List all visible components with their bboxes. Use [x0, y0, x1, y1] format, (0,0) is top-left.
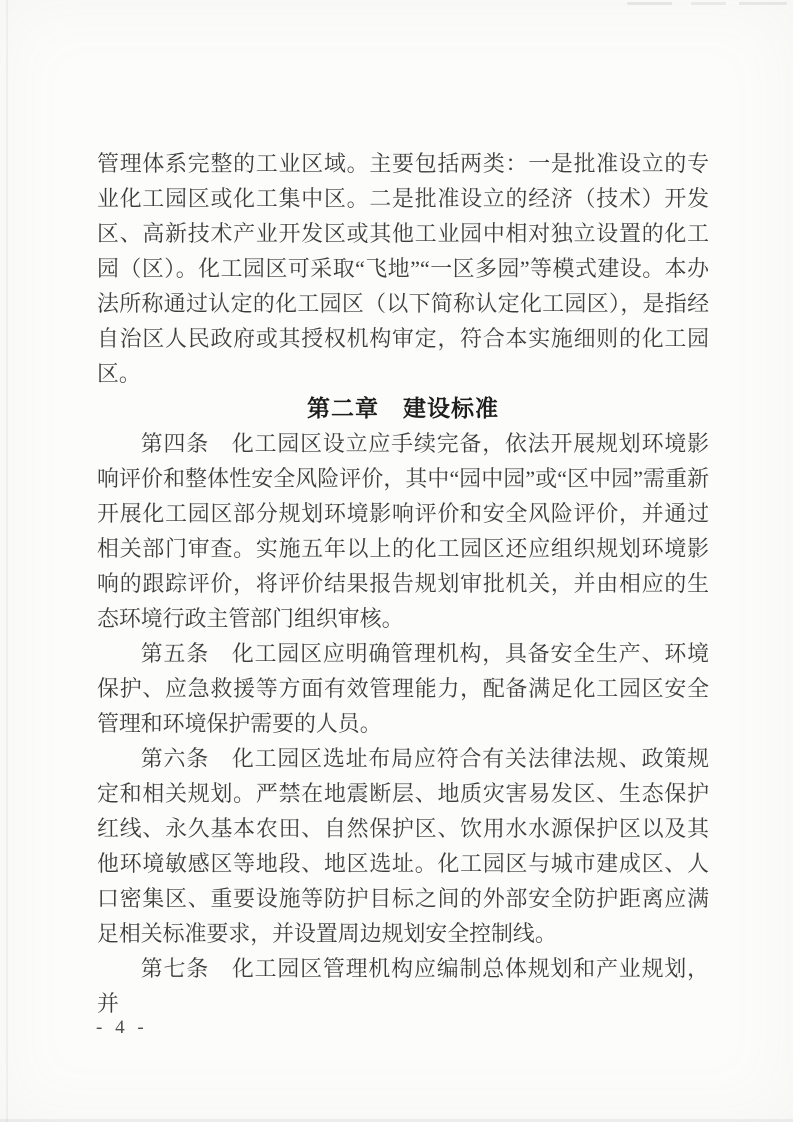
- article-4-paragraph: 第四条 化工园区设立应手续完备，依法开展规划环境影响评价和整体性安全风险评价，其中“园中园”或“区中园”需重新开展化工园区部分规划环境影响评价和安全风险评价，并通过相关部门审查。实施五年以上的化工园区还应组织规划环境影响的跟踪评价，将评价结果报告规划审批机关，并由相应的生态环境行政主管部门组织审核。: [97, 431, 709, 631]
- article-5-paragraph: 第五条 化工园区应明确管理机构，具备安全生产、环境保护、应急救援等方面有效管理能力，配备满足化工园区安全管理和环境保护需要的人员。: [97, 641, 709, 736]
- document-body: [97, 146, 709, 1021]
- article-6-paragraph: 第六条 化工园区选址布局应符合有关法律法规、政策规定和相关规划。严禁在地震断层、地质灾害易发区、生态保护红线、永久基本农田、自然保护区、饮用水水源保护区以及其他环境敏感区等地段、地区选址。化工园区与城市建成区、人口密集区、重要设施等防护目标之间的外部安全防护距离应满足相关标准要求，并设置周边规划安全控制线。: [97, 746, 709, 946]
- article-7-paragraph: 第七条 化工园区管理机构应编制总体规划和产业规划，并: [97, 956, 709, 1016]
- scan-smudge-top-right: [627, 2, 787, 5]
- chapter-2-heading: 第二章 建设标准: [307, 395, 499, 421]
- paragraph-continued-from-previous-page: 管理体系完整的工业区域。主要包括两类：一是批准设立的专业化工园区或化工集中区。二是批准设立的经济（技术）开发区、高新技术产业开发区或其他工业园中相对独立设置的化工园（区）。化工园区可采取“飞地”“一区多园”等模式建设。本办法所称通过认定的化工园区（以下简称认定化工园区），是指经自治区人民政府或其授权机构审定，符合本实施细则的化工园区。: [97, 151, 709, 386]
- scan-edge-artifact-left: [6, 0, 8, 1122]
- page-number: - 4 -: [96, 1017, 148, 1038]
